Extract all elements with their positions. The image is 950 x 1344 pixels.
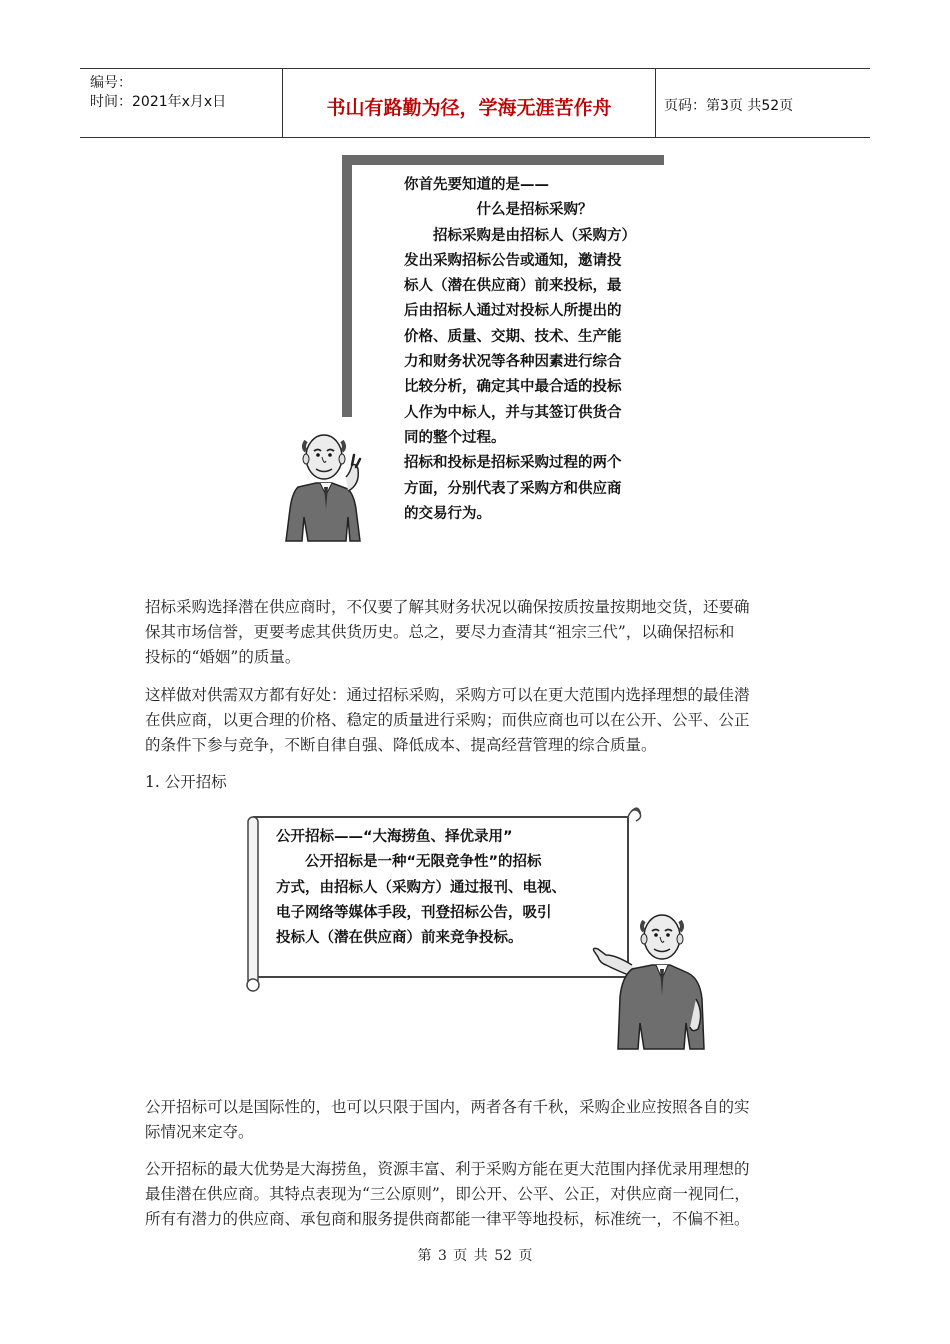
section-heading-open-tender: 1. 公开招标: [145, 773, 227, 791]
panel1-line: 招标和投标是招标采购过程的两个: [404, 455, 622, 472]
panel1-line: 的交易行为。: [404, 505, 491, 522]
header-page-number: 页码：第3页 共52页: [664, 98, 794, 114]
panel2-line: 投标人（潜在供应商）前来竞争投标。: [276, 930, 523, 947]
panel1-line: 同的整个过程。: [404, 429, 506, 446]
panel-frame-horizontal: [342, 155, 664, 165]
paragraph-line: 最佳潜在供应商。其特点表现为“三公原则”，即公开、公平、公正，对供应商一视同仁，: [145, 1185, 750, 1203]
page-footer: 第 3 页 共 52 页: [417, 1248, 533, 1264]
paragraph-line: 保其市场信誉，更要考虑其供货历史。总之，要尽力查清其“祖宗三代”，以确保招标和: [145, 623, 735, 641]
document-number-label: 编号：: [90, 75, 132, 91]
panel1-text: [404, 173, 672, 527]
panel1-line: 人作为中标人，并与其签订供货合: [404, 404, 622, 421]
panel1-line: 什么是招标采购？: [404, 202, 593, 219]
panel1-line: 你首先要知道的是——: [404, 177, 549, 193]
document-time-label: 时间：2021年x月x日: [90, 94, 227, 110]
header-meta-cell: [80, 69, 283, 137]
paragraph-line: 的条件下参与竞争，不断自律自强、降低成本、提高经营管理的综合质量。: [145, 736, 657, 754]
paragraph-line: 这样做对供需双方都有好处：通过招标采购，采购方可以在更大范围内选择理想的最佳潜: [145, 686, 750, 704]
paragraph-selection: [145, 595, 810, 670]
paragraph-line: 公开招标的最大优势是大海捞鱼，资源丰富、利于采购方能在更大范围内择优录用理想的: [145, 1160, 750, 1178]
panel1-line: 标人（潜在供应商）前来投标，最: [404, 278, 622, 295]
panel1-line: 比较分析，确定其中最合适的投标: [404, 379, 622, 396]
header-motto: 书山有路勤为径，学海无涯苦作舟: [326, 97, 612, 119]
panel2-line: 公开招标是一种“无限竞争性”的招标: [276, 854, 542, 871]
panel1-line: 后由招标人通过对投标人所提出的: [404, 303, 622, 320]
paragraph-advantage: [145, 1157, 810, 1232]
panel1-line: 发出采购招标公告或通知，邀请投: [404, 252, 622, 269]
paragraph-benefits: [145, 683, 810, 758]
header-motto-cell: [283, 69, 656, 137]
paragraph-line: 际情况来定夺。: [145, 1123, 254, 1141]
panel1-line: 力和财务状况等各种因素进行综合: [404, 354, 622, 371]
cartoon-panel-what-is-tender: [276, 155, 668, 545]
panel2-line: 公开招标——“大海捞鱼、择优录用”: [276, 829, 513, 845]
panel1-line: 价格、质量、交期、技术、生产能: [404, 328, 622, 345]
panel2-text: [276, 825, 626, 951]
panel-frame-vertical: [342, 155, 352, 417]
paragraph-line: 公开招标可以是国际性的，也可以只限于国内，两者各有千秋，采购企业应按照各自的实: [145, 1098, 750, 1116]
paragraph-line: 投标的“婚姻”的质量。: [145, 648, 301, 666]
paragraph-line: 招标采购选择潜在供应商时，不仅要了解其财务状况以确保按质按量按期地交货，还要确: [145, 598, 750, 616]
header-page-cell: [656, 69, 870, 137]
panel1-line: 方面，分别代表了采购方和供应商: [404, 480, 622, 497]
paragraph-line: 在供应商，以更合理的价格、稳定的质量进行采购；而供应商也可以在公开、公平、公正: [145, 711, 750, 729]
paragraph-scope: [145, 1095, 810, 1145]
paragraph-line: 所有有潜力的供应商、承包商和服务提供商都能一律平等地投标，标准统一，不偏不袒。: [145, 1210, 750, 1228]
cartoon-panel-open-tender: [240, 803, 716, 1053]
panel2-line: 方式，由招标人（采购方）通过报刊、电视、: [276, 879, 566, 896]
panel1-line: 招标采购是由招标人（采购方）: [404, 227, 636, 244]
presenter-man-illustration: [276, 417, 386, 545]
panel2-line: 电子网络等媒体手段，刊登招标公告，吸引: [276, 904, 552, 921]
document-header: [80, 68, 870, 138]
